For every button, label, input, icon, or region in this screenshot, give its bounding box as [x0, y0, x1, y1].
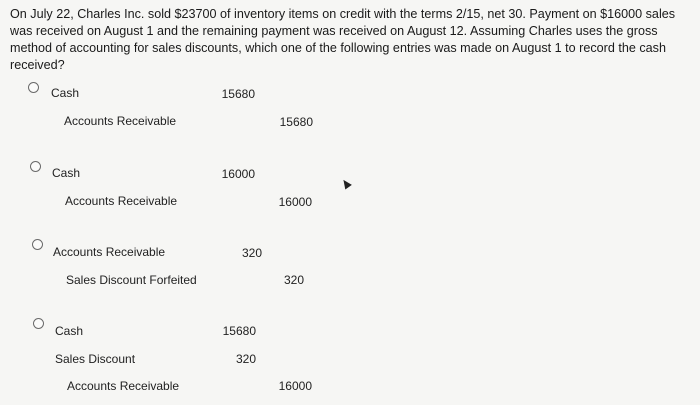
option-3-line-2-account: Sales Discount Forfeited [66, 273, 197, 287]
option-1-line-1-debit: 15680 [221, 87, 255, 101]
option-2-line-1-account: Cash [52, 166, 81, 180]
question-text: On July 22, Charles Inc. sold $23700 of inventory items on credit with the terms 2/15, net 30. Payment on $16000 sales was received on August 1 and the remaining payment was received on August 12. Assuming Charles uses the gross method of accounting for sales discounts, which one of the following entries was made on August 1 to record the cash received? [10, 7, 676, 72]
option-4-line-1-account: Cash [55, 324, 84, 338]
option-4-line-1-debit: 15680 [222, 324, 256, 338]
option-3-radio[interactable] [32, 239, 43, 250]
option-4-line-2-account: Sales Discount [55, 352, 136, 366]
option-3-line-2-credit: 320 [283, 273, 304, 287]
option-4-line-2-debit: 320 [235, 352, 256, 366]
option-1-line-2-account: Accounts Receivable [64, 114, 177, 128]
option-4-line-3-account: Accounts Receivable [67, 379, 180, 393]
option-2-line-1-debit: 16000 [221, 167, 255, 181]
option-1-radio[interactable] [28, 82, 39, 93]
option-3-line-1-debit: 320 [241, 246, 262, 260]
option-1-line-1-account: Cash [51, 86, 80, 100]
option-3-line-1-account: Accounts Receivable [53, 245, 166, 259]
option-4-radio[interactable] [33, 318, 44, 329]
option-1-line-2-credit: 15680 [279, 115, 313, 129]
option-4-line-3-credit: 16000 [278, 379, 312, 393]
option-2-radio[interactable] [30, 161, 41, 172]
option-2-line-2-credit: 16000 [278, 195, 312, 209]
option-2-line-2-account: Accounts Receivable [65, 194, 178, 208]
